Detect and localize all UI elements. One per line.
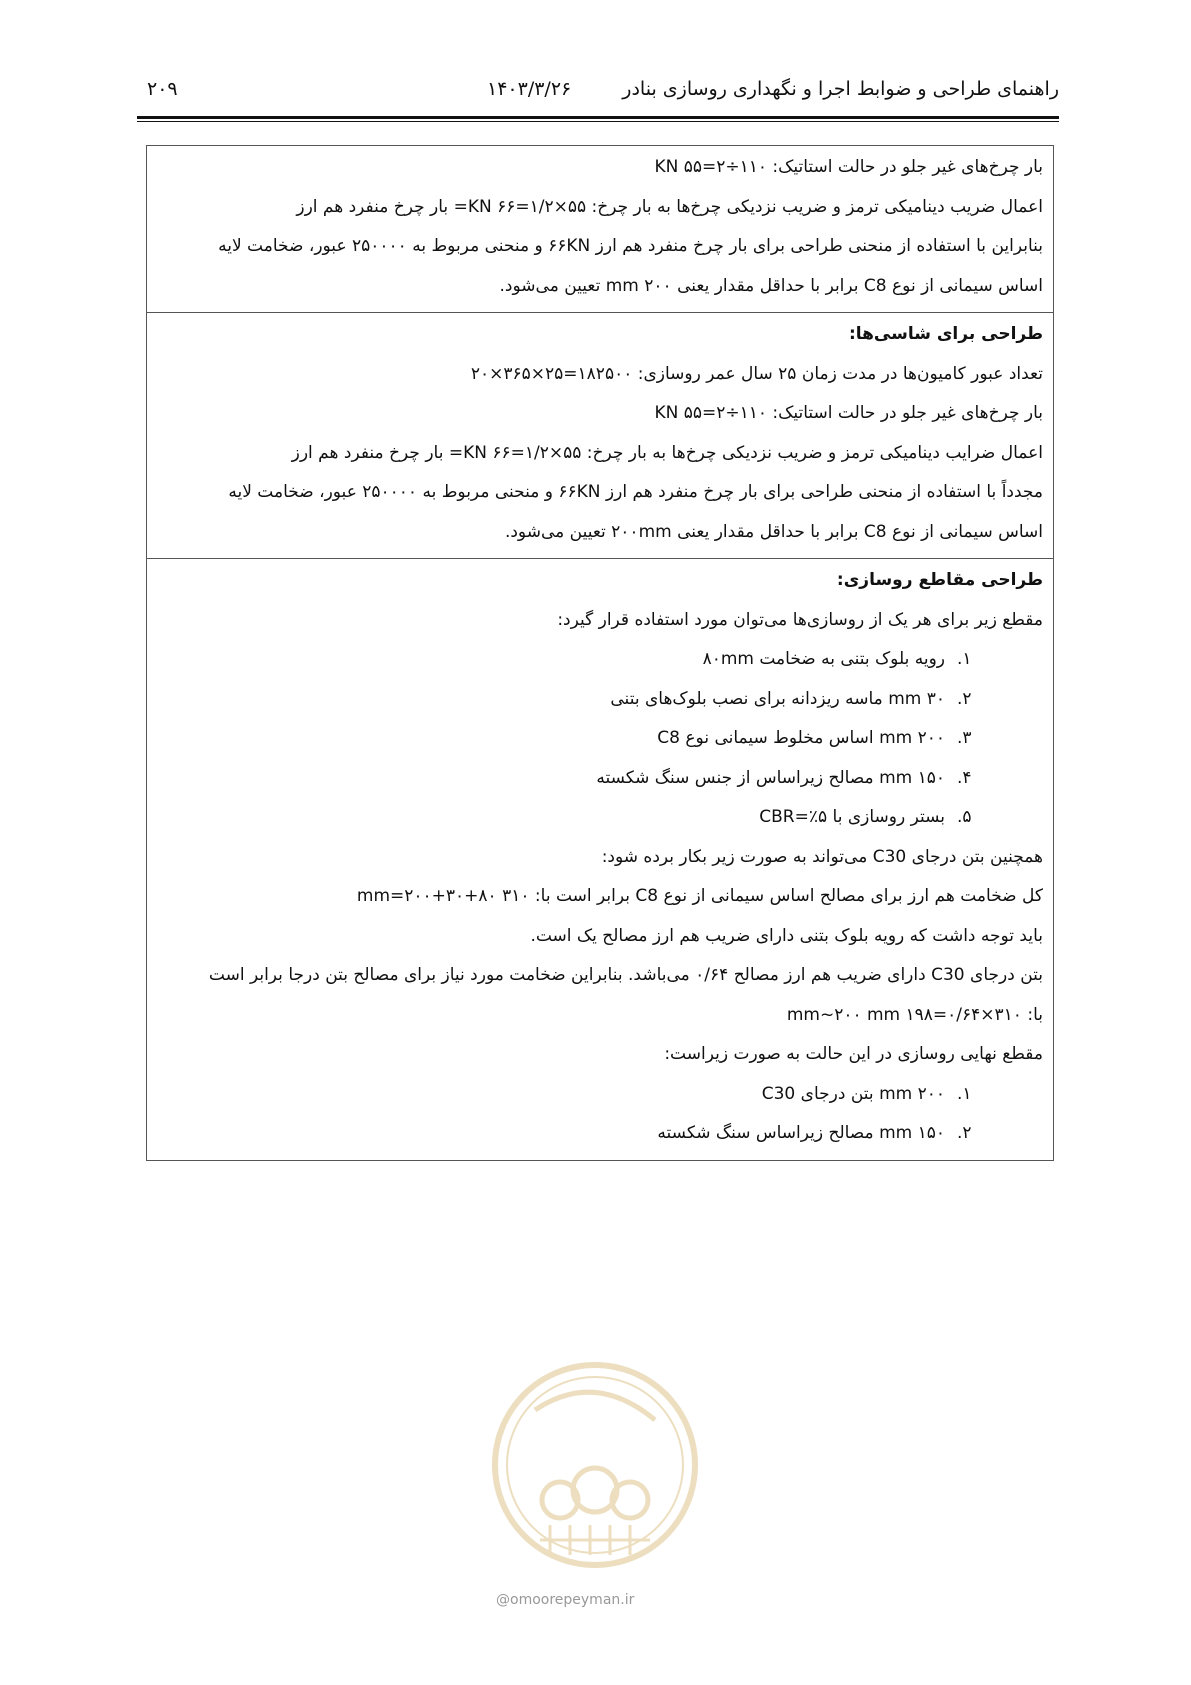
section-static-load xyxy=(147,146,1053,313)
list-item: ۲. ۱۵۰ mm مصالح زیراساس سنگ شکسته xyxy=(657,1123,972,1143)
text-line: تعداد عبور کامیون‌ها در مدت زمان ۲۵ سال عمر روسازی: ۱۸۲۵۰۰=۲۵×۳۶۵×۲۰ xyxy=(470,363,1043,384)
text-line: بتن درجای C30 دارای ضریب هم ارز مصالح ۰/۶۴ می‌باشد. بنابراین ضخامت مورد نیاز برای مصالح بتن درجا برابر است xyxy=(208,965,1043,985)
content-box xyxy=(146,145,1054,1161)
header-title: راهنمای طراحی و ضوابط اجرا و نگهداری روسازی بنادر xyxy=(622,78,1059,100)
text-line: با: ۳۱۰×۰/۶۴=۱۹۸ mm~۲۰۰ mm xyxy=(786,1004,1043,1025)
text-line: مقطع نهایی روسازی در این حالت به صورت زیراست: xyxy=(664,1044,1043,1064)
text-line: اعمال ضرایب دینامیکی ترمز و ضریب نزدیکی چرخ‌ها به بار چرخ: KN ۶۶=۱/۲×۵۵= بار چرخ منفرد هم ارز xyxy=(291,442,1043,463)
header-date: ۱۴۰۳/۳/۲۶ xyxy=(487,78,572,100)
list-item: ۱. ۲۰۰ mm بتن درجای C30 xyxy=(761,1083,972,1104)
intro-line: مقطع زیر برای هر یک از روسازی‌ها می‌توان مورد استفاده قرار گیرد: xyxy=(557,609,1043,630)
text-line: اعمال ضریب دینامیکی ترمز و ضریب نزدیکی چرخ‌ها به بار چرخ: KN ۶۶=۱/۲×۵۵= بار چرخ منفرد هم ارز xyxy=(296,196,1043,217)
header-rule-thin xyxy=(137,121,1059,122)
text-line: باید توجه داشت که رویه بلوک بتنی دارای ضریب هم ارز مصالح یک است. xyxy=(530,925,1043,946)
list-item: ۵. بستر روسازی با CBR=٪۵ xyxy=(759,807,972,827)
text-line: بار چرخ‌های غیر جلو در حالت استاتیک: KN ۵۵=۲÷۱۱۰ xyxy=(654,403,1043,423)
list-item: ۳. ۲۰۰ mm اساس مخلوط سیمانی نوع C8 xyxy=(657,728,972,748)
page-header xyxy=(147,78,1059,112)
text-line: بنابراین با استفاده از منحنی طراحی برای بار چرخ منفرد هم ارز ۶۶KN و منحنی مربوط به ۲۵۰۰۰۰ عبور، ضخامت لایه xyxy=(218,236,1043,256)
text-line: بار چرخ‌های غیر جلو در حالت استاتیک: KN ۵۵=۲÷۱۱۰ xyxy=(654,157,1043,177)
text-line: کل ضخامت هم ارز برای مصالح اساس سیمانی از نوع C8 برابر است با: ۳۱۰ mm=۲۰۰+۳۰+۸۰ xyxy=(356,886,1043,906)
text-line: اساس سیمانی از نوع C8 برابر با حداقل مقدار یعنی ۲۰۰mm تعیین می‌شود. xyxy=(504,521,1043,542)
section-chassis-design xyxy=(147,313,1053,559)
watermark-text: @omoorepeyman.ir xyxy=(496,1592,635,1608)
section-heading: طراحی برای شاسی‌ها: xyxy=(848,324,1043,344)
header-rule-thick xyxy=(137,116,1059,119)
list-item: ۲. ۳۰ mm ماسه ریزدانه برای نصب بلوک‌های بتنی xyxy=(610,688,972,709)
omoore-peyman-logo-icon xyxy=(480,1350,710,1590)
list-item: ۱. رویه بلوک بتنی به ضخامت ۸۰mm xyxy=(702,649,972,669)
page-number: ۲۰۹ xyxy=(147,78,178,100)
text-line: مجدداً با استفاده از منحنی طراحی برای بار چرخ منفرد هم ارز ۶۶KN و منحنی مربوط به ۲۵۰۰۰۰ عبور، ضخامت لایه xyxy=(228,482,1043,502)
text-line: همچنین بتن درجای C30 می‌تواند به صورت زیر بکار برده شود: xyxy=(601,846,1043,867)
list-item: ۴. ۱۵۰ mm مصالح زیراساس از جنس سنگ شکسته xyxy=(596,767,972,788)
section-heading: طراحی مقاطع روسازی: xyxy=(836,570,1043,590)
text-line: اساس سیمانی از نوع C8 برابر با حداقل مقدار یعنی ۲۰۰ mm تعیین می‌شود. xyxy=(499,275,1043,296)
section-pavement-sections xyxy=(147,559,1053,1160)
